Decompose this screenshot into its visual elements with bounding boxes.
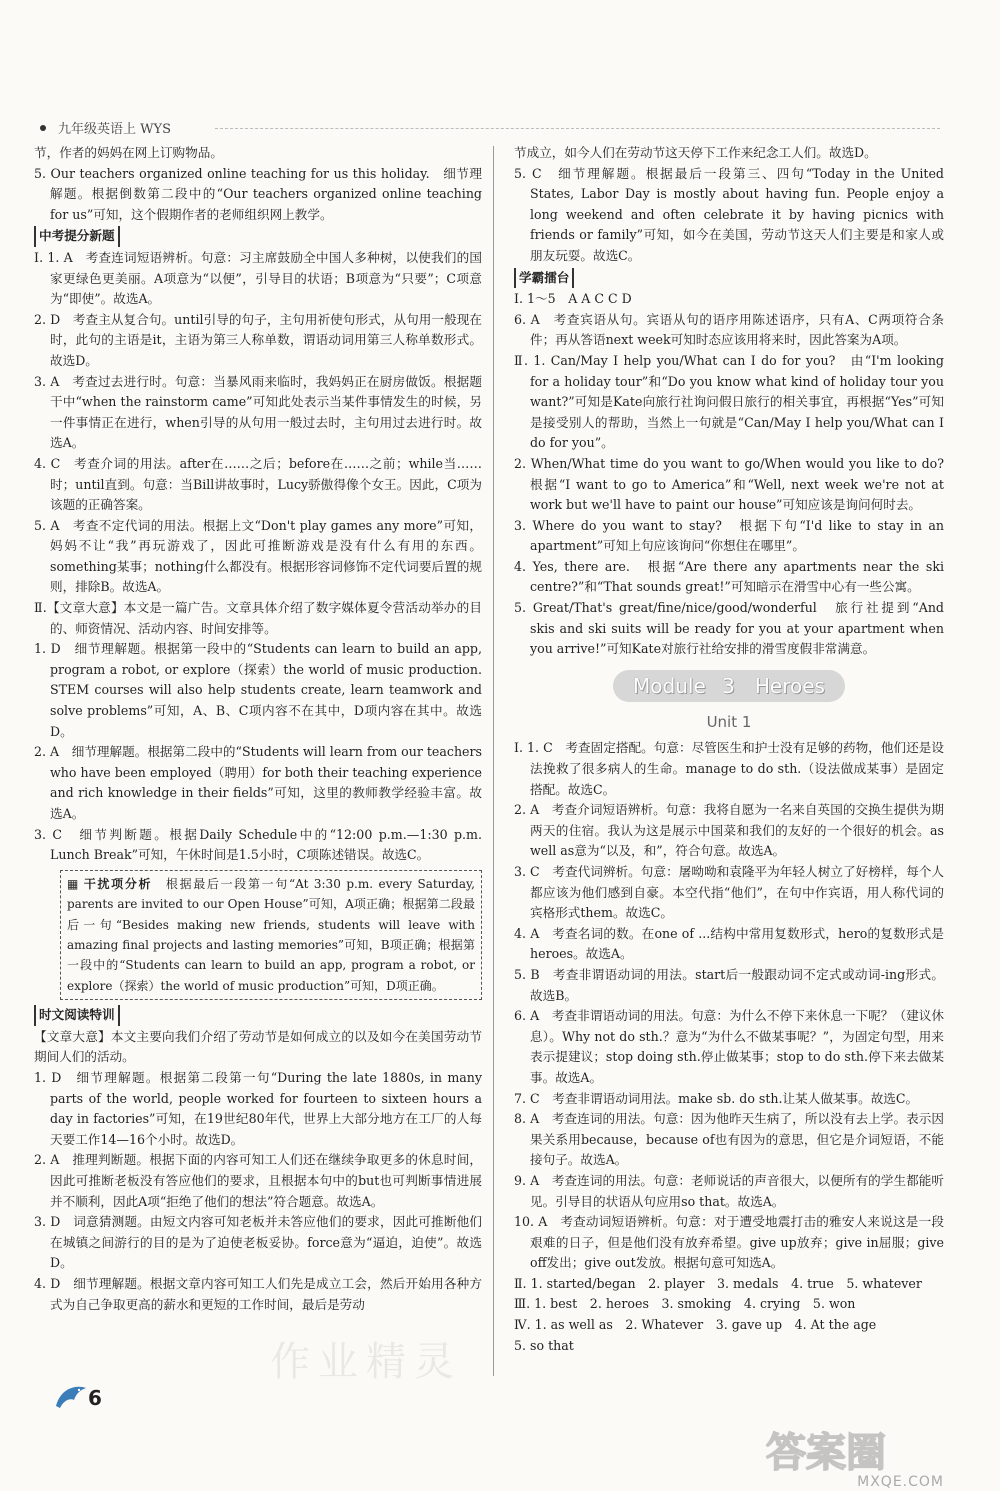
answer-paragraph: Ⅰ. 1. A 考查连词短语辨析。句意：习主席鼓励全中国人多种树，以使我们的国家更绿色更美丽。A项意为“以便”，引导目的状语；B项意为“只要”；C项意为“即使”。故选A。 (34, 249, 482, 307)
answer-paragraph: 2. A 细节理解题。根据第二段中的“Students will learn from our teachers who have been employed（聘用）for both their teaching experience and rich knowledge in their fields”可知，这里的教师教学经验丰富。故选A。 (34, 744, 482, 821)
answer-paragraph: 3. C 细节判断题。根据Daily Schedule中的“12:00 p.m.—1:30 p.m. Lunch Break”可知，午休时间是1.5小时，C项陈述错误。故选C。 (34, 826, 482, 863)
answer-paragraph: 3. A 考查过去进行时。句意：当暴风雨来临时，我妈妈正在厨房做饭。根据题干中“when the rainstorm came”可知此处表示当某件事情发生的时候，另一件事情正在进行，when引导的从句用一般过去时，主句用过去进行时。故选A。 (34, 373, 482, 451)
answer-paragraph: 节，作者的妈妈在网上订购物品。 (34, 145, 223, 160)
section-heading-row (34, 225, 482, 248)
answer-paragraph: 2. A 考查介词短语辨析。句意：我将自愿为一名来自英国的交换生提供为期两天的住宿。我认为这是展示中国菜和我们的友好的一个很好的机会。as well as意为“以及，和”，符合句意。故选A。 (514, 802, 944, 859)
answer-paragraph: 2. When/What time do you want to go/When would you like to do? 根据“I want to go to America”和“Well, next week we're not at work but we'll have to paint our house”可知应该是询问何时去。 (514, 455, 957, 513)
section-heading-row (34, 1004, 482, 1027)
answer-paragraph: 6. A 考查宾语从句。宾语从句的语序用陈述语序，只有A、C两项符合条件；再从答语next week可知时态应该用将来时，因此答案为A项。 (514, 311, 944, 348)
header-title: 九年级英语上 WYS (58, 122, 171, 137)
answer-paragraph: 1. D 细节理解题。根据第一段中的“Students can learn to build an app, program a robot, or explore（探索）the world of music production. STEM courses will also help students create, learn teamwork and solve problems”可知，A、B、C项内容不在其中，D项内容在其中。故选D。 (34, 641, 482, 739)
answer-paragraph: 10. A 考查动词短语辨析。句意：对于遭受地震打击的雅安人来说这是一段艰难的日子，但是他们没有放弃希望。give up放弃；give in屈服；give off发出；give out发放。根据句意可知选A。 (514, 1214, 944, 1271)
answer-paragraph: 3. Where do you want to stay? 根据下句“I'd like to stay in an apartment”可知上句应该询问“你想住在哪里”。 (514, 517, 944, 554)
answer-paragraph: 2. A 推理判断题。根据下面的内容可知工人们还在继续争取更多的休息时间，因此可推断老板没有答应他们的要求，且根据本句中的but也可判断事情进展并不顺利，因此A项“拒绝了他们的想法”符合题意。故选A。 (34, 1152, 482, 1209)
answer-paragraph: 9. A 考查连词的用法。句意：老师说话的声音很大，以便所有的学生都能听见。引导目的状语从句应用so that。故选A。 (514, 1172, 944, 1209)
answer-paragraph: 5. Our teachers organized online teaching for us this holiday. 细节理解题。根据倒数第二段中的“Our teachers organized online teaching for us”可知，这个假期作者的老师组织网上教学。 (34, 165, 482, 222)
header-bullet (40, 125, 46, 131)
svg-text:答案圈: 答案圈 (766, 1430, 886, 1476)
note-tag: ▦ 干扰项分析 (67, 877, 152, 891)
page-number: 6 (88, 1386, 102, 1410)
distractor-analysis-box (60, 870, 482, 1000)
note-text: 根据最后一段第一句“At 3:30 p.m. every Saturday, parents are invited to our Open House”可知，A项正确；根据第二段最后一句“Besides making new friends, students will leave with amazing final projects and lasting memories”可知，B项正确；根据第一段中的“Students can learn to build an app, program a robot, or explore（探索）the world of music production”可知，D项正确。 (67, 876, 475, 993)
answer-paragraph: 5. so that (514, 1337, 574, 1353)
answer-paragraph: 节成立，如今人们在劳动节这天停下工作来纪念工人们。故选D。 (514, 145, 877, 160)
watermark-stamp: 作业精灵 (270, 1339, 462, 1385)
answer-paragraph: Ⅳ. 1. as well as 2. Whatever 3. gave up 4. At the age (514, 1317, 877, 1333)
answer-paragraph: Ⅲ. 1. best 2. heroes 3. smoking 4. crying 5. won (514, 1296, 856, 1312)
answer-paragraph: 5. A 考查不定代词的用法。根据上文“Don't play games any more”可知，妈妈不让“我”再玩游戏了，因此可推断游戏是没有什么有用的东西。something某事；nothing什么都没有。根据形容词修饰不定代词要后置的规则，排除B。故选A。 (34, 517, 482, 595)
answer-paragraph: 5. B 考查非谓语动词的用法。start后一般跟动词不定式或动词-ing形式。故选B。 (514, 966, 944, 1003)
answer-paragraph: 7. C 考查非谓语动词用法。make sb. do sth.让某人做某事。故选C。 (514, 1090, 919, 1106)
answer-paragraph: Ⅰ. 1～5 A A C C D (514, 291, 632, 307)
answer-paragraph: 4. Yes, there are. 根据“Are there any apartments near the ski centre?”和“That sounds great!”可知暗示在滑雪中心有一些公寓。 (514, 558, 944, 595)
answer-circle-logo (760, 1420, 960, 1480)
answer-paragraph: 5. C 细节理解题。根据最后一段第三、四句“Today in the United States, Labor Day is mostly about having fun. People enjoy a long weekend and often celebrate it by having picnics with friends or family”可知，如今在美国，劳动节这天人们主要是和家人或朋友玩耍。故选C。 (514, 165, 944, 263)
answer-paragraph: Ⅱ. 1. started/began 2. player 3. medals 4. true 5. whatever (514, 1275, 922, 1291)
running-header (40, 118, 940, 138)
answer-paragraph: 3. C 考查代词辨析。句意：屠呦呦和袁隆平为年轻人树立了好榜样，每个人都应该为他们感到自豪。本空代指“他们”，在句中作宾语，用人称代词的宾格形式them。故选C。 (514, 864, 944, 921)
answer-paragraph: 6. A 考查非谓语动词的用法。句意：为什么不停下来休息一下呢？（建议休息）。Why not do sth.？意为“为什么不做某事呢？”，为固定句型，用来表示提建议；stop doing sth.停止做某事；stop to do sth.停下来去做某事。故选A。 (514, 1008, 944, 1085)
section-heading: 时文阅读特训 (34, 1005, 120, 1026)
answer-paragraph: Ⅱ. 1. Can/May I help you/What can I do for you? 由“I'm looking for a holiday tour”和“Do you know what kind of holiday tour you want?”可知是Kate向旅行社询问假日旅行的相关事宜，再根据“Yes”可知是接受别人的帮助，当然上一句就是“Can/May I help you/What can I do for you”。 (514, 352, 944, 451)
dolphin-icon (52, 1378, 92, 1418)
answer-paragraph: 4. C 考查介词的用法。after在……之后；before在……之前；while当……时；until直到。句意：当Bill讲故事时，Lucy骄傲得像个女王。因此，C项为该题的正确答案。 (34, 455, 482, 513)
right-column (514, 143, 957, 1356)
answer-paragraph: 2. D 考查主从复合句。until引导的句子，主句用祈使句形式，从句用一般现在时，此句的主语是it，主语为第三人称单数，谓语动词用第三人称单数形式。故选D。 (34, 311, 482, 368)
header-rule (215, 128, 940, 129)
module-title: Module 3 Heroes (613, 670, 845, 702)
unit-title: Unit 1 (706, 712, 752, 731)
section-heading-row (514, 267, 944, 290)
answer-paragraph: 5. Great/That's great/fine/nice/good/wonderful 旅行社提到“And skis and ski suits will be ready for you at your apartment when you arrive!”可知Kate对旅行社给安排的滑雪度假非常满意。 (514, 600, 944, 657)
page-number-block (52, 1378, 122, 1418)
left-column (34, 143, 482, 1315)
section-heading: 中考提分新题 (34, 226, 120, 247)
answer-paragraph: 4. A 考查名词的数。在one of ...结构中常用复数形式，hero的复数形式是heroes。故选A。 (514, 925, 944, 962)
answer-paragraph: Ⅱ.【文章大意】本文是一篇广告。文章具体介绍了数字媒体夏令营活动举办的目的、师资情况、活动内容、时间安排等。 (34, 600, 482, 636)
section-heading: 学霸擂台 (514, 268, 574, 289)
watermark-site: MXQE.COM (857, 1474, 944, 1490)
answer-paragraph: 4. D 细节理解题。根据文章内容可知工人们先是成立工会，然后开始用各种方式为自己争取更高的薪水和更短的工作时间，最后是劳动 (34, 1275, 482, 1312)
answer-paragraph: 1. D 细节理解题。根据第二段第一句“During the late 1880s, in many parts of the world, people worked for fourteen to sixteen hours a day in factories”可知，在19世纪80年代，世界上大部分地方在工厂的人每天要工作14—16个小时。故选D。 (34, 1070, 482, 1147)
answer-paragraph: 3. D 词意猜测题。由短文内容可知老板并未答应他们的要求，因此可推断他们在城镇之间游行的目的是为了迫使老板妥协。force意为“逼迫，迫使”。故选D。 (34, 1214, 482, 1271)
answer-paragraph: Ⅰ. 1. C 考查固定搭配。句意：尽管医生和护士没有足够的药物，他们还是设法挽救了很多病人的生命。manage to do sth.（设法做成某事）是固定搭配。故选C。 (514, 740, 944, 797)
answer-paragraph: 8. A 考查连词的用法。句意：因为他昨天生病了，所以没有去上学。表示因果关系用because，because of也有因为的意思，但它是介词短语，不能接句子。故选A。 (514, 1111, 944, 1168)
answer-paragraph: 【文章大意】本文主要向我们介绍了劳动节是如何成立的以及如今在美国劳动节期间人们的活动。 (34, 1028, 482, 1065)
column-divider (493, 146, 494, 1376)
